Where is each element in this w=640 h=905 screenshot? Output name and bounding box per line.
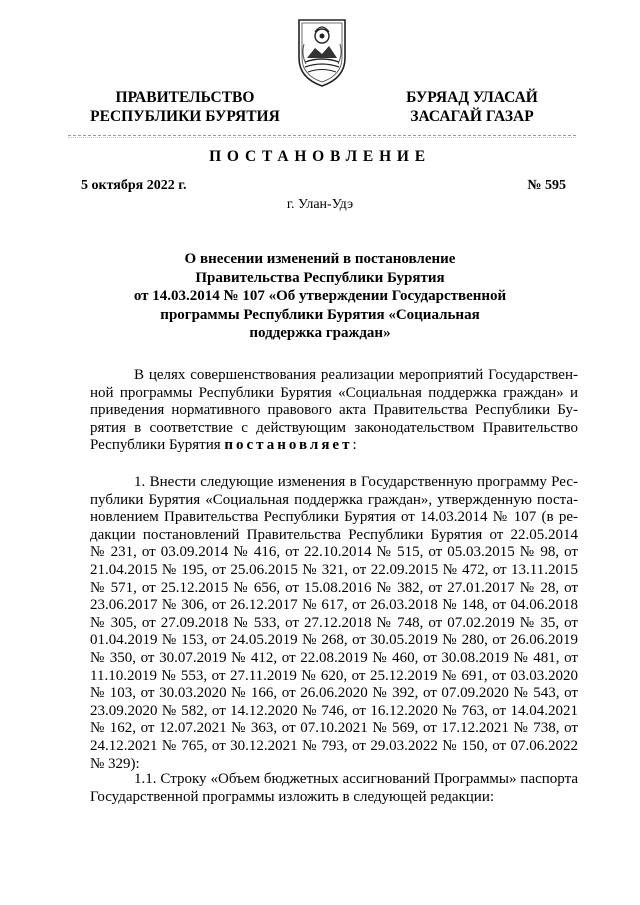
- paragraph-line: ной программы Республики Бурятия «Социальная поддержка граждан» и: [90, 384, 578, 401]
- paragraph-line: № 305, от 27.09.2018 № 533, от 27.12.2018 № 748, от 07.02.2019 № 35, от: [90, 614, 578, 631]
- document-city: г. Улан-Удэ: [286, 197, 354, 212]
- paragraph-line: 1. Внести следующие изменения в Государственную программу Рес-: [134, 474, 578, 490]
- resolution-keyword: постановляет: [224, 437, 353, 454]
- preamble-paragraph: [90, 367, 578, 455]
- subject-line: от 14.03.2014 № 107 «Об утверждении Государственной: [133, 288, 507, 304]
- paragraph-line: [90, 437, 578, 455]
- subject-line: О внесении изменений в постановление: [184, 251, 456, 267]
- subject-line: Правительства Республики Бурятия: [195, 269, 445, 286]
- document-subject: [120, 250, 520, 343]
- subject-line: поддержка граждан»: [249, 325, 391, 341]
- paragraph-line: публики Бурятия «Социальная поддержка граждан», утвержденную поста-: [90, 491, 578, 508]
- org-name-buryat: [388, 88, 556, 126]
- org-name-russian-line: ПРАВИТЕЛЬСТВО: [115, 89, 255, 106]
- paragraph-line: № 571, от 25.12.2015 № 656, от 15.08.2016 № 382, от 27.01.2017 № 28, от: [90, 579, 578, 596]
- org-name-russian-line: РЕСПУБЛИКИ БУРЯТИЯ: [90, 108, 280, 125]
- org-name-buryat-line: ЗАСАГАЙ ГАЗАР: [410, 108, 534, 125]
- paragraph-line: 23.06.2017 № 306, от 26.12.2017 № 617, от 26.03.2018 № 148, от 04.06.2018: [90, 597, 578, 614]
- resolution-suffix: :: [352, 437, 357, 454]
- clause-1-1-paragraph: [90, 771, 578, 806]
- document-date: 5 октября 2022 г.: [81, 178, 187, 193]
- paragraph-line: Государственной программы изложить в следующей редакции:: [90, 788, 495, 805]
- document-type-title: ПОСТАНОВЛЕНИЕ: [209, 148, 431, 165]
- paragraph-line: № 162, от 12.07.2021 № 363, от 07.10.2021 № 569, от 17.12.2021 № 738, от: [90, 720, 578, 737]
- paragraph-line: рятия в соответствие с действующим законодательством Правительство: [90, 419, 578, 436]
- header-divider-secondary: [68, 137, 576, 138]
- resolution-prefix: Республики Бурятия: [90, 437, 225, 454]
- org-name-buryat-line: БУРЯАД УЛАСАЙ: [406, 89, 538, 106]
- paragraph-line: новлением Правительства Республики Бурятия от 14.03.2014 № 107 (в ре-: [90, 509, 578, 526]
- paragraph-line: № 350, от 30.07.2019 № 412, от 22.08.2019 № 460, от 30.08.2019 № 481, от: [90, 649, 578, 666]
- paragraph-line: В целях совершенствования реализации мероприятий Государствен-: [134, 367, 578, 383]
- paragraph-line: 23.09.2020 № 582, от 14.12.2020 № 746, от 16.12.2020 № 763, от 14.04.2021: [90, 702, 578, 719]
- subject-line: программы Республики Бурятия «Социальная: [160, 306, 480, 323]
- paragraph-line: 1.1. Строку «Объем бюджетных ассигнований Программы» паспорта: [134, 771, 578, 787]
- paragraph-line: 11.10.2019 № 553, от 27.11.2019 № 620, от 25.12.2019 № 691, от 03.03.2020: [90, 667, 578, 684]
- paragraph-line: № 329):: [90, 755, 140, 772]
- paragraph-line: 21.04.2015 № 195, от 25.06.2015 № 321, от 22.09.2015 № 472, от 13.11.2015: [90, 561, 578, 578]
- org-name-russian: [80, 88, 290, 126]
- clause-1-paragraph: [90, 474, 578, 773]
- header-divider: [68, 135, 576, 136]
- paragraph-line: 01.04.2019 № 153, от 24.05.2019 № 268, от 30.05.2019 № 280, от 26.06.2019: [90, 632, 578, 649]
- paragraph-line: 24.12.2021 № 765, от 30.12.2021 № 793, от 29.03.2022 № 150, от 07.06.2022: [90, 737, 578, 754]
- paragraph-line: № 231, от 03.09.2014 № 416, от 22.10.2014 № 515, от 05.03.2015 № 98, от: [90, 544, 578, 561]
- paragraph-line: дакции постановлений Правительства Республики Бурятия от 22.05.2014: [90, 526, 578, 543]
- paragraph-line: приведения нормативного правового акта Правительства Республики Бу-: [90, 402, 578, 419]
- document-number: № 595: [527, 178, 566, 193]
- coat-of-arms-emblem: [293, 14, 351, 88]
- paragraph-line: № 103, от 30.03.2020 № 166, от 26.06.2020 № 392, от 07.09.2020 № 543, от: [90, 685, 578, 702]
